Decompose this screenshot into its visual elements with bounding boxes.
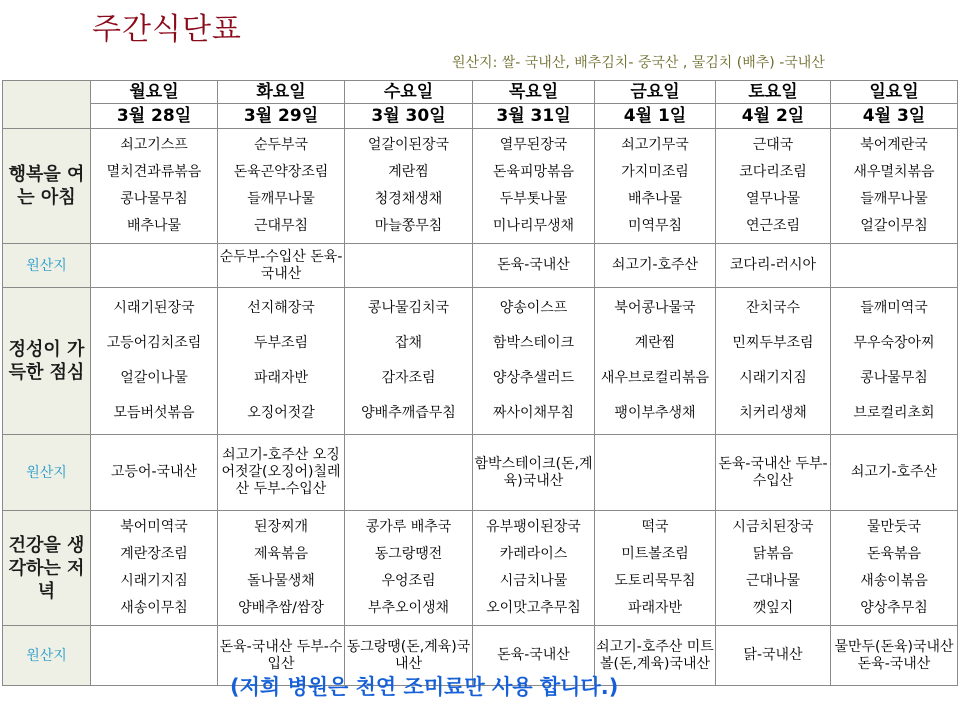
- menu-item: 근대나물: [745, 573, 801, 589]
- origin-note: 원산지: 쌀- 국내산, 배추김치- 중국산 , 물김치 (배추) -국내산: [452, 55, 825, 71]
- menu-item: 마늘쫑무침: [374, 218, 443, 234]
- menu-item: 선지해장국: [247, 300, 315, 316]
- menu-item: 청경채생채: [374, 191, 443, 207]
- date-header: 4월 1일: [595, 104, 716, 129]
- menu-item: 콩나물무침: [120, 191, 188, 207]
- day-header: 금요일: [595, 81, 716, 104]
- lunch-label: 정성이 가득한 점심: [3, 288, 91, 435]
- origin-cell: 순두부-수입산 돈육-국내산: [218, 244, 345, 288]
- menu-item: 시래기지짐: [120, 573, 188, 589]
- menu-item: 깻잎지: [752, 600, 794, 616]
- menu-item: 북어계란국: [860, 137, 928, 153]
- menu-item: 파래자반: [627, 600, 683, 616]
- date-header: 3월 28일: [91, 104, 218, 129]
- menu-item: 근대무침: [253, 218, 309, 234]
- menu-item: 열무된장국: [499, 137, 568, 153]
- breakfast-cell: [91, 129, 218, 244]
- menu-item: 도토리묵무침: [614, 573, 696, 589]
- origin-cell: [91, 244, 218, 288]
- menu-item: 감자조림: [381, 370, 436, 386]
- menu-item: 된장찌개: [253, 519, 309, 535]
- origin-label: 원산지: [3, 244, 91, 288]
- breakfast-cell: [218, 129, 345, 244]
- day-header: 화요일: [218, 81, 345, 104]
- menu-item: 얼갈이된장국: [367, 137, 450, 153]
- menu-item: 계란찜: [634, 335, 676, 351]
- origin-cell: 쇠고기-호주산 미트볼(돈,계육)국내산: [595, 626, 716, 686]
- origin-cell: 닭-국내산: [716, 626, 831, 686]
- menu-item: 잡채: [394, 335, 423, 351]
- dinner-cell: [716, 511, 831, 626]
- lunch-cell: [218, 288, 345, 435]
- origin-cell: 돈육-국내산 두부-수입산: [716, 435, 831, 511]
- menu-item: 콩가루 배추국: [365, 519, 452, 535]
- menu-item: 두부조림: [253, 335, 309, 351]
- date-header: 4월 3일: [831, 104, 958, 129]
- origin-label: 원산지: [3, 435, 91, 511]
- menu-table: [2, 80, 958, 686]
- lunch-cell: [345, 288, 473, 435]
- menu-item: 쇠고기무국: [621, 137, 689, 153]
- origin-cell: 고등어-국내산: [91, 435, 218, 511]
- menu-item: 시금치나물: [499, 573, 568, 589]
- origin-cell: 돈육-국내산: [473, 626, 595, 686]
- menu-item: 카레라이스: [499, 546, 568, 562]
- breakfast-cell: [716, 129, 831, 244]
- origin-cell: 함박스테이크(돈,계육)국내산: [473, 435, 595, 511]
- day-header: 토요일: [716, 81, 831, 104]
- menu-item: 돌나물생채: [247, 573, 315, 589]
- dinner-cell: [473, 511, 595, 626]
- menu-item: 들깨미역국: [860, 300, 928, 316]
- dinner-cell: [218, 511, 345, 626]
- page-title: 주간식단표: [92, 12, 242, 47]
- menu-item: 우엉조림: [381, 573, 436, 589]
- menu-item: 쇠고기스프: [120, 137, 188, 153]
- menu-item: 물만둣국: [866, 519, 922, 535]
- dinner-cell: [345, 511, 473, 626]
- day-header: 수요일: [345, 81, 473, 104]
- dinner-cell: [831, 511, 958, 626]
- date-header: 3월 29일: [218, 104, 345, 129]
- origin-cell: [345, 435, 473, 511]
- menu-item: 치커리생채: [739, 405, 807, 421]
- menu-item: 북어미역국: [120, 519, 188, 535]
- origin-cell: 물만두(돈육)국내산 돈육-국내산: [831, 626, 958, 686]
- menu-item: 콩나물김치국: [367, 300, 450, 316]
- menu-item: 오징어젓갈: [247, 405, 315, 421]
- origin-cell: [345, 244, 473, 288]
- menu-item: 들깨무나물: [860, 191, 928, 207]
- date-header: 3월 30일: [345, 104, 473, 129]
- menu-item: 함박스테이크: [492, 335, 575, 351]
- menu-item: 양배추쌈/쌈장: [238, 600, 324, 616]
- day-header: 월요일: [91, 81, 218, 104]
- menu-item: 들깨무나물: [247, 191, 315, 207]
- menu-item: 북어콩나물국: [614, 300, 696, 316]
- origin-label: 원산지: [3, 626, 91, 686]
- menu-item: 짜사이채무침: [492, 405, 575, 421]
- lunch-cell: [91, 288, 218, 435]
- dinner-label: 건강을 생각하는 저녁: [3, 511, 91, 626]
- dinner-cell: [595, 511, 716, 626]
- menu-item: 새우브로컬리볶음: [600, 370, 710, 386]
- menu-item: 잔치국수: [745, 300, 801, 316]
- menu-item: 시래기지짐: [739, 370, 807, 386]
- menu-item: 제육볶음: [253, 546, 309, 562]
- origin-cell: [595, 435, 716, 511]
- menu-item: 두부톳나물: [499, 191, 568, 207]
- lunch-cell: [473, 288, 595, 435]
- breakfast-cell: [831, 129, 958, 244]
- menu-item: 새우멸치볶음: [853, 164, 935, 180]
- date-header: 3월 31일: [473, 104, 595, 129]
- origin-cell: [831, 244, 958, 288]
- breakfast-label: 행복을 여는 아침: [3, 129, 91, 244]
- menu-item: 연근조림: [745, 218, 801, 234]
- lunch-cell: [595, 288, 716, 435]
- menu-item: 양송이스프: [499, 300, 568, 316]
- menu-item: 미나리무생채: [492, 218, 575, 234]
- menu-item: 돈육곤약장조림: [233, 164, 329, 180]
- lunch-cell: [716, 288, 831, 435]
- menu-item: 닭볶음: [752, 546, 794, 562]
- menu-item: 돈육피망볶음: [492, 164, 575, 180]
- origin-cell: 돈육-국내산 두부-수입산: [218, 626, 345, 686]
- day-header: 일요일: [831, 81, 958, 104]
- menu-item: 유부팽이된장국: [486, 519, 581, 535]
- menu-item: 가지미조림: [621, 164, 689, 180]
- menu-item: 민찌두부조림: [732, 335, 814, 351]
- menu-item: 양상추무침: [860, 600, 928, 616]
- menu-item: 양상추샐러드: [492, 370, 575, 386]
- menu-item: 양배추깨즙무침: [361, 405, 456, 421]
- header-blank: [3, 81, 91, 129]
- date-header: 4월 2일: [716, 104, 831, 129]
- menu-item: 돈육볶음: [866, 546, 922, 562]
- menu-item: 부추오이생채: [367, 600, 450, 616]
- day-header: 목요일: [473, 81, 595, 104]
- menu-item: 열무나물: [745, 191, 801, 207]
- breakfast-cell: [595, 129, 716, 244]
- menu-item: 무우숙장아찌: [853, 335, 935, 351]
- dinner-cell: [91, 511, 218, 626]
- menu-item: 브로컬리초회: [853, 405, 935, 421]
- menu-item: 계란장조림: [120, 546, 188, 562]
- menu-item: 배추나물: [627, 191, 683, 207]
- origin-cell: 쇠고기-호주산: [595, 244, 716, 288]
- origin-cell: 동그랑땡(돈,계육)국내산: [345, 626, 473, 686]
- lunch-cell: [831, 288, 958, 435]
- menu-item: 배추나물: [126, 218, 182, 234]
- menu-item: 미트볼조림: [621, 546, 689, 562]
- menu-item: 모듬버섯볶음: [113, 405, 195, 421]
- menu-item: 파래자반: [253, 370, 309, 386]
- menu-item: 순두부국: [253, 137, 309, 153]
- menu-item: 시금치된장국: [732, 519, 814, 535]
- menu-item: 미역무침: [627, 218, 683, 234]
- origin-cell: [91, 626, 218, 686]
- menu-item: 새송이볶음: [860, 573, 928, 589]
- menu-item: 얼갈이무침: [860, 218, 928, 234]
- menu-item: 동그랑땡전: [374, 546, 443, 562]
- origin-cell: 코다리-러시아: [716, 244, 831, 288]
- menu-item: 코다리조림: [739, 164, 807, 180]
- menu-item: 얼갈이나물: [120, 370, 188, 386]
- menu-item: 팽이부추생채: [614, 405, 696, 421]
- origin-cell: 돈육-국내산: [473, 244, 595, 288]
- footer-note: (저희 병원은 천연 조미료만 사용 합니다.): [230, 675, 619, 699]
- menu-item: 새송이무침: [120, 600, 188, 616]
- menu-item: 고등어김치조림: [106, 335, 202, 351]
- menu-item: 시래기된장국: [113, 300, 195, 316]
- menu-item: 오이맛고추무침: [486, 600, 581, 616]
- menu-item: 근대국: [752, 137, 794, 153]
- menu-item: 떡국: [641, 519, 669, 535]
- breakfast-cell: [345, 129, 473, 244]
- menu-item: 계란찜: [388, 164, 429, 180]
- origin-cell: 쇠고기-호주산: [831, 435, 958, 511]
- menu-item: 멸치견과류볶음: [106, 164, 202, 180]
- menu-item: 콩나물무침: [860, 370, 928, 386]
- breakfast-cell: [473, 129, 595, 244]
- origin-cell: 쇠고기-호주산 오징어젓갈(오징어)칠레산 두부-수입산: [218, 435, 345, 511]
